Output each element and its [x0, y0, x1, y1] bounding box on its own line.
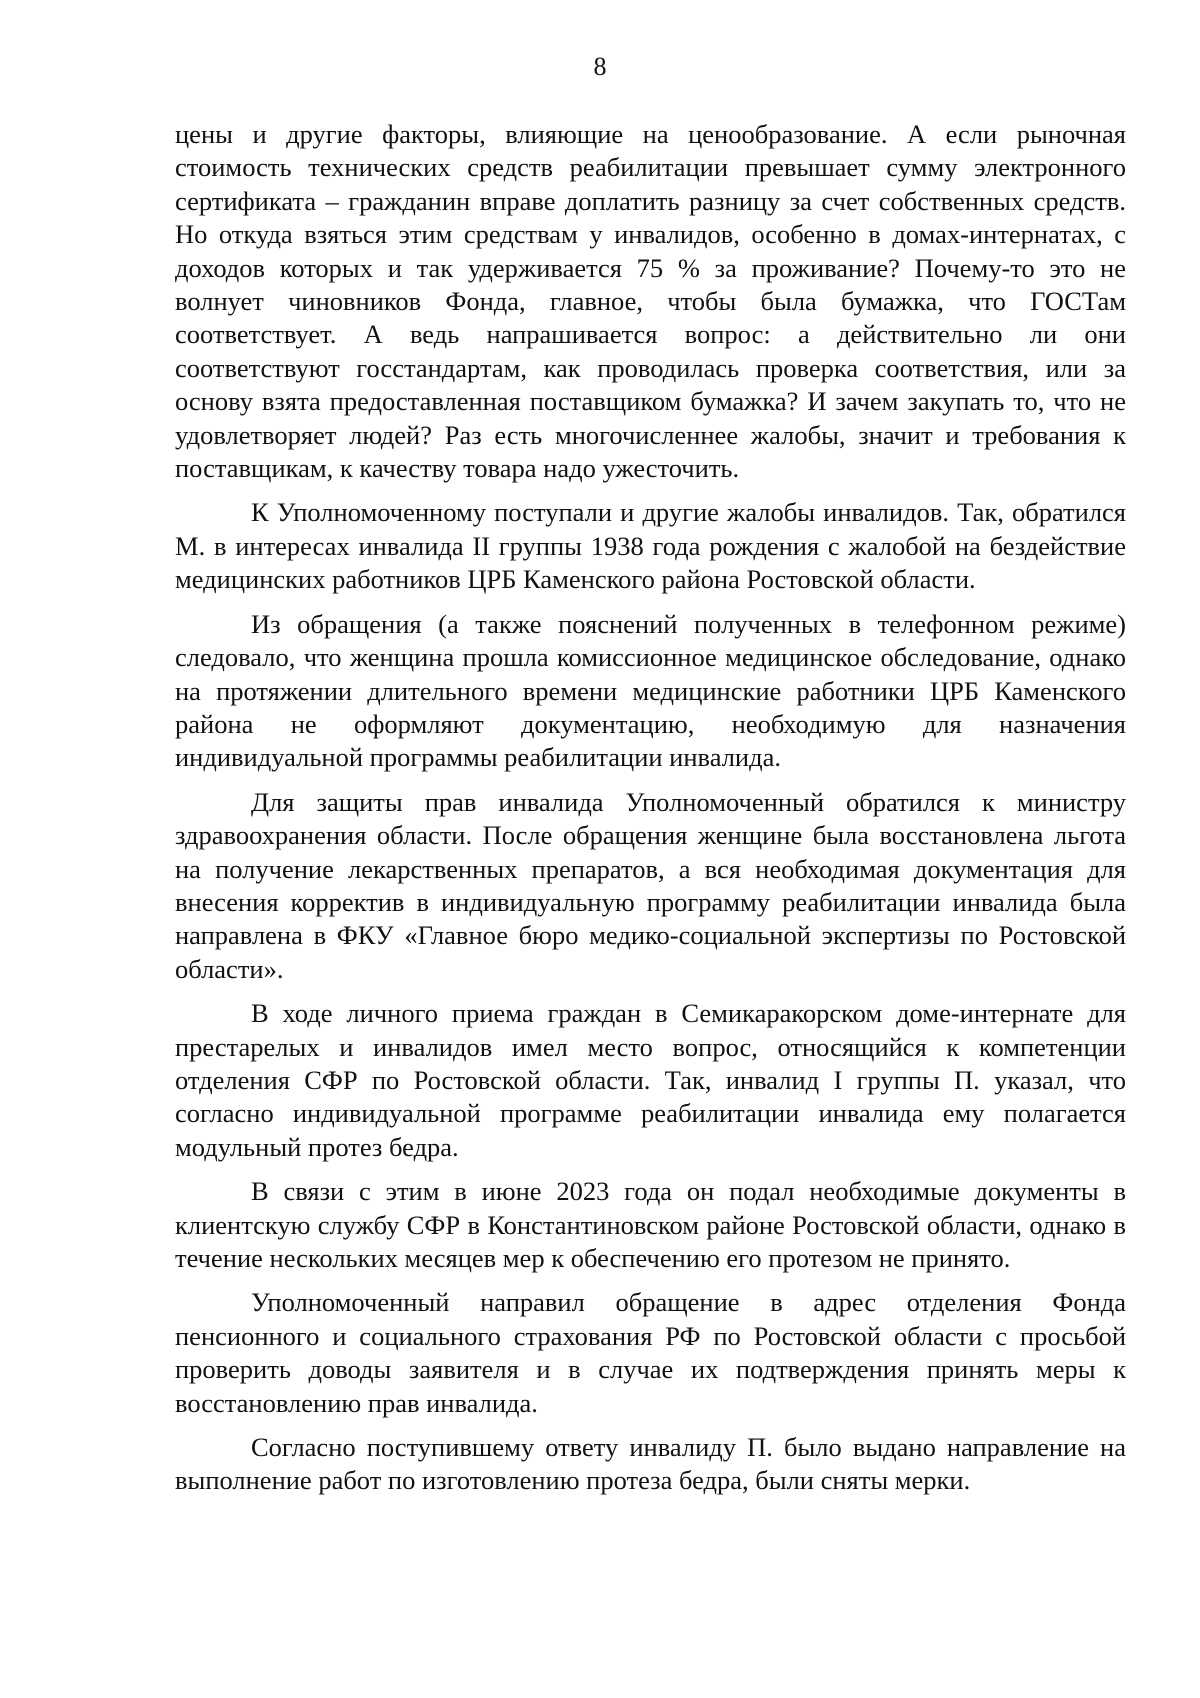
- body-text: [175, 118, 1126, 1509]
- paragraph-outcome: Согласно поступившему ответу инвалиду П. было выдано направление на выполнение работ по изготовлению протеза бедра, были сняты мерки.: [175, 1432, 1126, 1496]
- paragraph-complaints-intro: К Уполномоченному поступали и другие жалобы инвалидов. Так, обратился М. в интересах инвалида II группы 1938 года рождения с жалобой на бездействие медицинских работников ЦРБ Каменского района Ростовской области.: [175, 497, 1126, 595]
- paragraph-documents-submitted: В связи с этим в июне 2023 года он подал необходимые документы в клиентскую службу СФР в Константиновском районе Ростовской области, однако в течение нескольких месяцев мер к обеспечению его протезом не принято.: [175, 1176, 1126, 1273]
- paragraph-continuation: цены и другие факторы, влияющие на ценообразование. А если рыночная стоимость технических средств реабилитации превышает сумму электронного сертификата – гражданин вправе доплатить разницу за счет собственных средств. Но откуда взяться этим средствам у инвалидов, особенно в домах-интернатах, с доходов которых и так удерживается 75 % за проживание? Почему-то это не волнует чиновников Фонда, главное, чтобы была бумажка, что ГОСТам соответствует. А ведь напрашивается вопрос: а действительно ли они соответствуют госстандартам, как проводилась проверка соответствия, или за основу взята предоставленная поставщиком бумажка? И зачем закупать то, что не удовлетворяет людей? Раз есть многочисленнее жалобы, значит и требования к поставщикам, к качеству товара надо ужесточить.: [175, 119, 1126, 484]
- page-number: 8: [593, 52, 607, 81]
- paragraph-fund-appeal: Уполномоченный направил обращение в адрес отделения Фонда пенсионного и социального страхования РФ по Ростовской области с просьбой проверить доводы заявителя и в случае их подтверждения принять меры к восстановлению прав инвалида.: [175, 1287, 1126, 1418]
- paragraph-personal-reception: В ходе личного приема граждан в Семикаракорском доме-интернате для престарелых и инвалидов имел место вопрос, относящийся к компетенции отделения СФР по Ростовской области. Так, инвалид I группы П. указал, что согласно индивидуальной программе реабилитации инвалида ему полагается модульный протез бедра.: [175, 998, 1126, 1162]
- paragraph-appeal-details: Из обращения (а также пояснений полученных в телефонном режиме) следовало, что женщина прошла комиссионное медицинское обследование, однако на протяжении длительного времени медицинские работники ЦРБ Каменского района не оформляют документацию, необходимую для назначения индивидуальной программы реабилитации инвалида.: [175, 608, 1126, 773]
- paragraph-ministry-appeal: Для защиты прав инвалида Уполномоченный обратился к министру здравоохранения области. После обращения женщине была восстановлена льгота на получение лекарственных препаратов, а вся необходимая документация для внесения корректив в индивидуальную программу реабилитации инвалида была направлена в ФКУ «Главное бюро медико-социальной экспертизы по Ростовской области».: [175, 786, 1126, 984]
